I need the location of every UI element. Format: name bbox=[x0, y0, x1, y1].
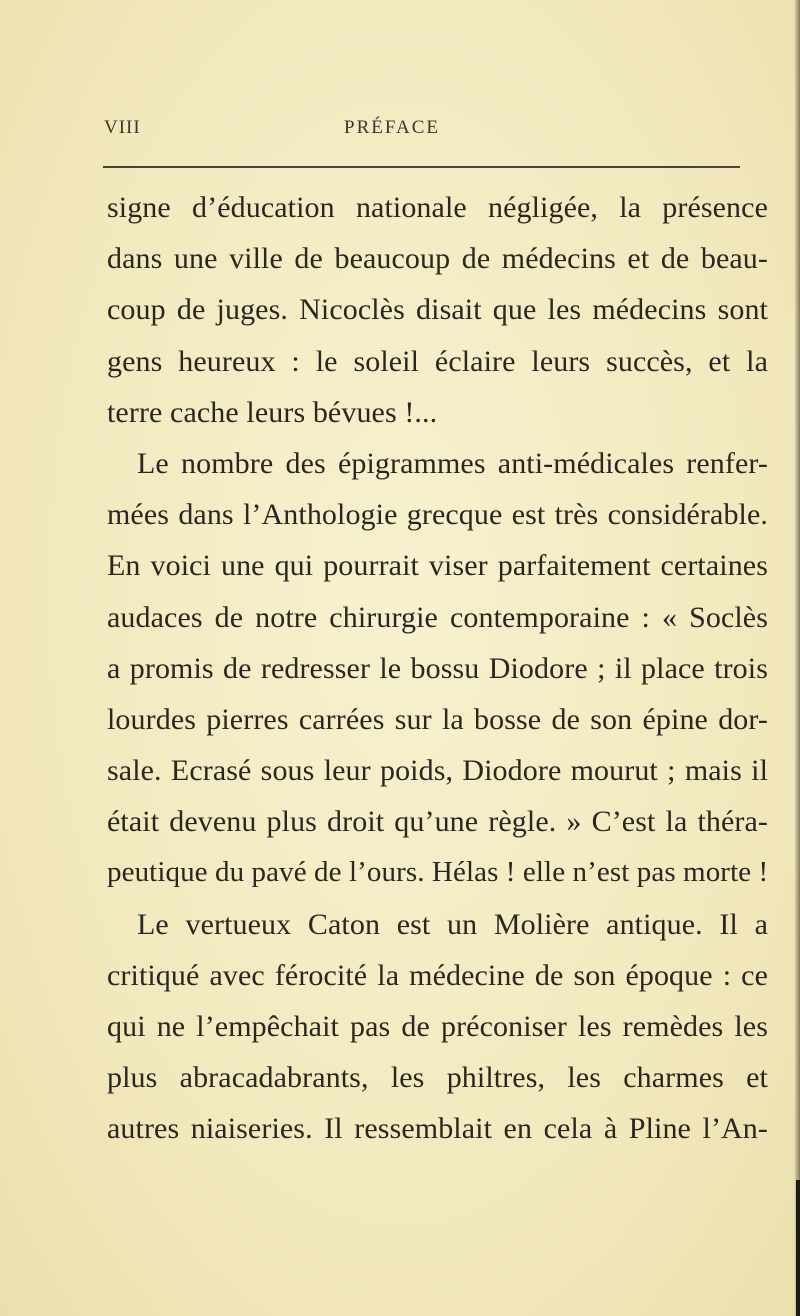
text-line: mées dans l’Anthologie grecque est très considérable. bbox=[107, 498, 768, 532]
running-title: PRÉFACE bbox=[344, 117, 441, 138]
text-line: plus abracadabrants, les philtres, les charmes et bbox=[107, 1061, 768, 1095]
text-line: lourdes pierres carrées sur la bosse de son épine dor- bbox=[107, 702, 768, 736]
text-line: signe d’éducation nationale négligée, la présence bbox=[107, 191, 768, 224]
text-line: gens heureux : le soleil éclaire leurs succès, et la bbox=[107, 344, 768, 378]
header-rule bbox=[103, 166, 740, 168]
running-head bbox=[0, 117, 800, 143]
page-number: VIII bbox=[104, 117, 141, 138]
text-line: peutique du pavé de l’ours. Hélas ! elle n’est pas morte ! bbox=[107, 856, 769, 889]
text-line: a promis de redresser le bossu Diodore ; il place trois bbox=[107, 651, 768, 685]
text-line: terre cache leurs bévues !... bbox=[107, 395, 438, 429]
text-line: sale. Ecrasé sous leur poids, Diodore mourut ; mais il bbox=[107, 754, 768, 788]
body-text bbox=[107, 182, 768, 1155]
text-line: dans une ville de beaucoup de médecins et de beau- bbox=[107, 242, 768, 276]
text-line: Le nombre des épigrammes anti-médicales renfer- bbox=[137, 446, 768, 480]
text-line: autres niaiseries. Il ressemblait en cela à Pline l’An- bbox=[107, 1112, 768, 1146]
text-line: coup de juges. Nicoclès disait que les médecins sont bbox=[107, 293, 768, 327]
text-line: critiqué avec férocité la médecine de son époque : ce bbox=[107, 958, 768, 992]
text-line: qui ne l’empêchait pas de préconiser les remèdes les bbox=[107, 1010, 768, 1043]
page-edge-dark bbox=[796, 1180, 800, 1316]
text-line: était devenu plus droit qu’une règle. » C’est la théra- bbox=[107, 805, 768, 839]
text-line: En voici une qui pourrait viser parfaitement certaines bbox=[107, 549, 768, 583]
page-edge-shadow bbox=[794, 0, 800, 1316]
text-line: audaces de notre chirurgie contemporaine : « Soclès bbox=[107, 600, 768, 634]
text-line: Le vertueux Caton est un Molière antique. Il a bbox=[137, 907, 768, 941]
